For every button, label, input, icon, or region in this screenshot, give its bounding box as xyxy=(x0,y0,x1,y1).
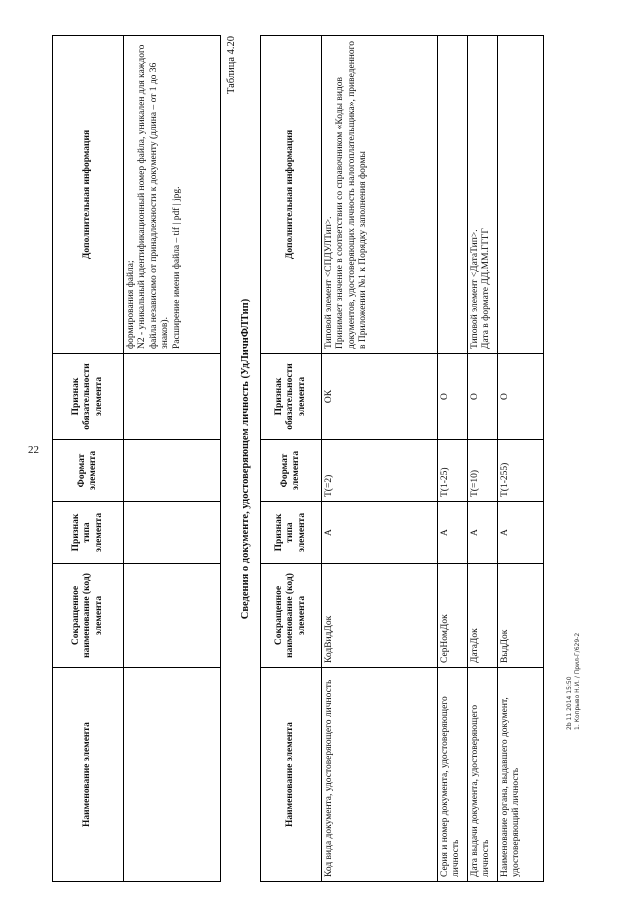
cell-format: Т(1-25) xyxy=(438,440,468,502)
cell-required xyxy=(124,354,221,440)
cell-type: А xyxy=(498,502,544,564)
table-row xyxy=(468,36,498,882)
header-element-name: Наименование элемента xyxy=(53,668,124,882)
cell-format: Т(=2) xyxy=(322,440,438,502)
table-row xyxy=(498,36,544,882)
cell-info xyxy=(498,36,544,354)
header-element-format: Формат элемента xyxy=(53,440,124,502)
cell-format xyxy=(124,440,221,502)
cell-name: Дата выдачи документа, удостоверяющего личность xyxy=(468,668,498,882)
cell-type: А xyxy=(438,502,468,564)
table-header-row xyxy=(53,36,124,882)
identity-document-table xyxy=(260,35,544,882)
table-title: Сведения о документе, удостоверяющем личность (УдЛичнФЛТип) xyxy=(240,298,251,620)
cell-info xyxy=(438,36,468,354)
cell-name xyxy=(124,668,221,882)
scan-stamp xyxy=(566,610,581,730)
rotated-page-content xyxy=(40,22,600,882)
stamp-author: 1. Копрыво Н.И. / Прил-Г/629-2 xyxy=(573,632,581,730)
cell-code xyxy=(124,564,221,668)
cell-name: Код вида документа, удостоверяющего личность xyxy=(322,668,438,882)
cell-info: формирования файла; N2 - уникальный идентификационный номер файла, уникален для каждого файла независимо от принадлежности к документу (длина – от 1 до 36 знаков). Расширение имени файла – tif | pdf | jpg. xyxy=(124,36,221,354)
header-element-required: Признак обязательности элемента xyxy=(261,354,322,440)
cell-type xyxy=(124,502,221,564)
cell-name: Наименование органа, выдавшего документ, удостоверяющий личность xyxy=(498,668,544,882)
header-element-type: Признак типа элемента xyxy=(53,502,124,564)
table-row xyxy=(124,36,221,882)
cell-format: Т(1-255) xyxy=(498,440,544,502)
header-element-code: Сокращенное наименование (код) элемента xyxy=(53,564,124,668)
table-row xyxy=(438,36,468,882)
cell-type: А xyxy=(468,502,498,564)
cell-code: ДатаДок xyxy=(468,564,498,668)
cell-info: Типовой элемент <СПДУЛТип>. Принимает значение в соответствии со справочником «Коды видов документов, удостоверяющих личность налогоплательщика», приведенного в Приложении №1 к Порядку заполнения формы xyxy=(322,36,438,354)
page-number: 22 xyxy=(28,444,39,456)
stamp-date: 2b 11 2014 15:50 xyxy=(566,676,573,730)
cell-name: Серия и номер документа, удостоверяющего личность xyxy=(438,668,468,882)
cell-code: КодВидДок xyxy=(322,564,438,668)
header-element-required: Признак обязательности элемента xyxy=(53,354,124,440)
cell-format: Т(=10) xyxy=(468,440,498,502)
table-row xyxy=(322,36,438,882)
cell-required: О xyxy=(498,354,544,440)
header-element-name: Наименование элемента xyxy=(261,668,322,882)
cell-required: ОК xyxy=(322,354,438,440)
continued-table xyxy=(52,35,221,882)
header-additional-info: Дополнительная информация xyxy=(53,36,124,354)
cell-type: А xyxy=(322,502,438,564)
cell-required: О xyxy=(468,354,498,440)
cell-code: СерНомДок xyxy=(438,564,468,668)
cell-info: Типовой элемент <ДатаТип>. Дата в формате ДД.ММ.ГГГГ xyxy=(468,36,498,354)
cell-required: О xyxy=(438,354,468,440)
table-caption: Таблица 4.20 xyxy=(226,36,237,95)
header-element-format: Формат элемента xyxy=(261,440,322,502)
header-element-code: Сокращенное наименование (код) элемента xyxy=(261,564,322,668)
cell-code: ВыдДок xyxy=(498,564,544,668)
table-header-row xyxy=(261,36,322,882)
header-additional-info: Дополнительная информация xyxy=(261,36,322,354)
header-element-type: Признак типа элемента xyxy=(261,502,322,564)
